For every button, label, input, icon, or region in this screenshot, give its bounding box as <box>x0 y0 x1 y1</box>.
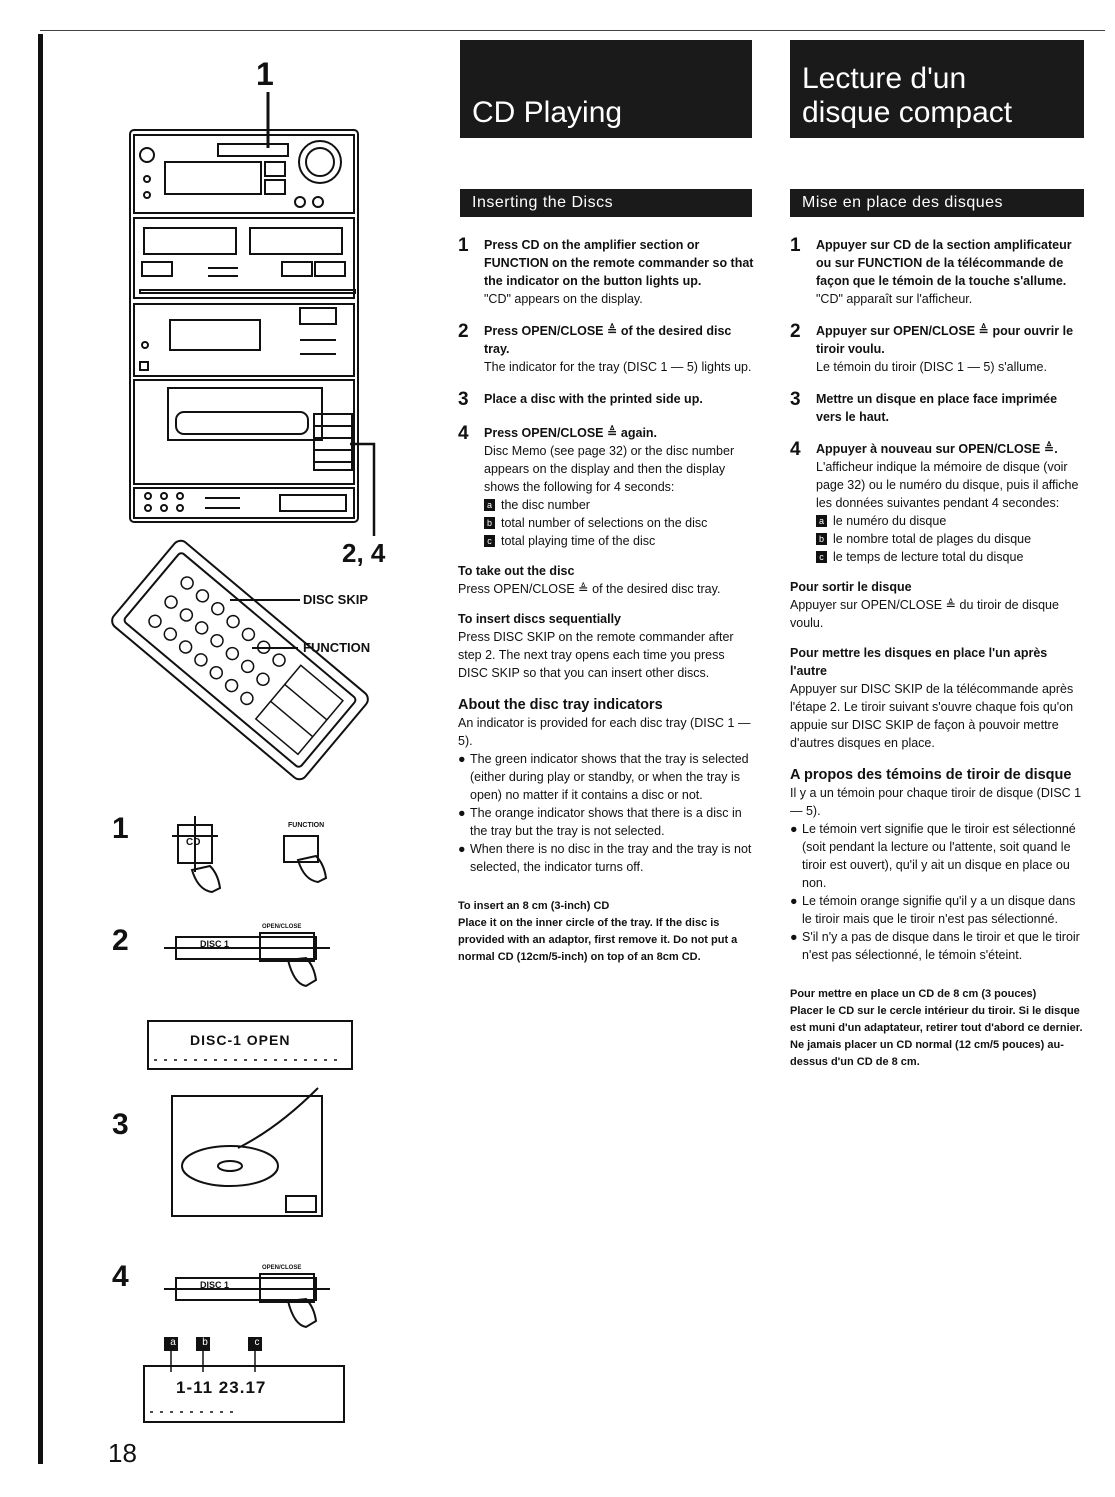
french-bullet-2: ● Le témoin orange signifie qu'il y a un disque dans le tiroir mais que le tiroir n'est pas sélectionné. <box>790 894 1076 926</box>
english-step-3: 3 Place a disc with the printed side up. <box>458 389 703 410</box>
french-about-heading: A propos des témoins de tiroir de disque <box>790 767 1072 783</box>
english-step-4: 4 Press OPEN/CLOSE ≜ again. Disc Memo (see page 32) or the disc number appears on the display and then the display shows the following for 4 seconds: a the disc number b total number of selections on the disc c total playing time of the disc <box>458 424 754 550</box>
french-key-a: a le numéro du disque <box>816 512 1086 530</box>
cd-button-label: CD <box>186 837 201 848</box>
page-number: 18 <box>108 1438 137 1468</box>
function-button-label: FUNCTION <box>288 822 325 829</box>
french-title-line2: disque compact <box>802 96 1013 129</box>
lcd-open-text: DISC-1 OPEN <box>190 1032 291 1048</box>
callout-2-4: 2, 4 <box>342 538 386 568</box>
english-bullet-1: ● The green indicator shows that the tray is selected (either during play or standby, or when the tray is open) no matter if it contains a disc or not. <box>458 752 749 802</box>
english-about-text: An indicator is provided for each disc tray (DISC 1 — 5). <box>458 716 751 748</box>
french-body <box>790 236 1086 1071</box>
step-label-4: 4 <box>112 1260 129 1293</box>
step-label-2: 2 <box>112 924 129 957</box>
english-take-out-heading: To take out the disc <box>458 564 575 578</box>
english-body <box>458 236 754 966</box>
top-rule <box>40 30 1105 31</box>
step-label-1: 1 <box>112 812 129 845</box>
french-title-line1: Lecture d'un <box>802 62 967 95</box>
french-about-text: Il y a un témoin pour chaque tiroir de disque (DISC 1 — 5). <box>790 786 1082 818</box>
french-take-out-text: Appuyer sur OPEN/CLOSE ≜ du tiroir de disque voulu. <box>790 598 1059 630</box>
lcd-key-a: a <box>170 1337 176 1348</box>
french-8cm-note: Pour mettre en place un CD de 8 cm (3 pouces) Placer le CD sur le cercle intérieur du tiroir. Si le disque est muni d'un adaptateur, retirer tout d'abord ce dernier. Ne jamais placer un CD normal (12 cm/5 pouces) au-dessus d'un CD de 8 cm. <box>790 988 1083 1068</box>
french-title <box>790 40 1084 138</box>
callout-1: 1 <box>256 56 274 92</box>
french-bullet-3: ● S'il n'y a pas de disque dans le tiroir et que le tiroir n'est pas sélectionné, le témoin s'éteint. <box>790 930 1080 962</box>
english-step-2: 2 Press OPEN/CLOSE ≜ of the desired disc tray. The indicator for the tray (DISC 1 — 5) lights up. <box>458 321 752 374</box>
label-disc-skip: DISC SKIP <box>303 592 369 607</box>
french-step-2: 2 Appuyer sur OPEN/CLOSE ≜ pour ouvrir le tiroir voulu. Le témoin du tiroir (DISC 1 — 5) s'allume. <box>790 321 1074 374</box>
english-key-b: b total number of selections on the disc <box>484 514 754 532</box>
english-take-out-text: Press OPEN/CLOSE ≜ of the desired disc tray. <box>458 582 721 596</box>
french-key-b: b le nombre total de plages du disque <box>816 530 1086 548</box>
french-step-4: 4 Appuyer à nouveau sur OPEN/CLOSE ≜. L'afficheur indique la mémoire de disque (voir page 32) ou le numéro du disque, puis il affiche les données suivantes pendant 4 secondes: a le numéro du disque b le nombre total de plages du disque c le temps de lecture total du disque <box>790 440 1086 566</box>
english-key-c: c total playing time of the disc <box>484 532 754 550</box>
french-step-3: 3 Mettre un disque en place face imprimée vers le haut. <box>790 389 1058 424</box>
lcd-key-c: c <box>254 1337 260 1348</box>
french-key-c: c le temps de lecture total du disque <box>816 548 1086 566</box>
french-take-out-heading: Pour sortir le disque <box>790 580 912 594</box>
step-label-3: 3 <box>112 1108 129 1141</box>
english-section-heading: Inserting the Discs <box>460 189 752 217</box>
english-title <box>460 40 752 138</box>
french-insert-seq-heading: Pour mettre les disques en place l'un après l'autre <box>790 646 1048 678</box>
disc1-label-step2: DISC 1 <box>200 939 230 949</box>
lcd-info-text: 1-11 23.17 <box>176 1378 267 1397</box>
lcd-key-b: b <box>202 1337 208 1348</box>
openclose-label-step2: OPEN/CLOSE <box>262 924 302 930</box>
english-bullet-3: ● When there is no disc in the tray and the tray is not selected, the indicator turns off. <box>458 842 752 874</box>
english-key-a: a the disc number <box>484 496 754 514</box>
english-insert-seq-text: Press DISC SKIP on the remote commander after step 2. The next tray opens each time you press DISC SKIP so that you can insert other discs. <box>458 630 734 680</box>
english-8cm-note: To insert an 8 cm (3-inch) CD Place it on the inner circle of the tray. If the disc is provided with an adaptor, first remove it. Do not put a normal CD (12cm/5-inch) on top of an 8cm CD. <box>458 900 738 963</box>
openclose-label-step4: OPEN/CLOSE <box>262 1265 302 1271</box>
label-function: FUNCTION <box>303 640 371 655</box>
french-bullet-1: ● Le témoin vert signifie que le tiroir est sélectionné (soit pendant la lecture ou l'attente, soit quand le tiroir est ouvert), qu'il y ait un disque en place ou non. <box>790 822 1076 890</box>
english-insert-seq-heading: To insert discs sequentially <box>458 612 622 626</box>
illustration-panel <box>100 40 440 1440</box>
english-title-text: CD Playing <box>472 96 623 129</box>
left-margin-bar <box>38 34 43 1464</box>
french-section-heading: Mise en place des disques <box>790 189 1084 217</box>
english-step-1: 1 Press CD on the amplifier section or FUNCTION on the remote commander so that the indicator on the button lights up. "CD" appears on the display. <box>458 235 754 306</box>
english-about-heading: About the disc tray indicators <box>458 697 663 713</box>
disc1-label-step4: DISC 1 <box>200 1280 230 1290</box>
french-step-1: 1 Appuyer sur CD de la section amplificateur ou sur FUNCTION de la télécommande de façon que le témoin de la touche s'allume. "CD" apparaît sur l'afficheur. <box>790 235 1072 306</box>
english-bullet-2: ● The orange indicator shows that there is a disc in the tray but the tray is not selected. <box>458 806 742 838</box>
french-insert-seq-text: Appuyer sur DISC SKIP de la télécommande après l'étape 2. Le tiroir suivant s'ouvre chaque fois qu'on appuie sur DISC SKIP de façon à pouvoir mettre d'autres disques en place. <box>790 682 1074 750</box>
